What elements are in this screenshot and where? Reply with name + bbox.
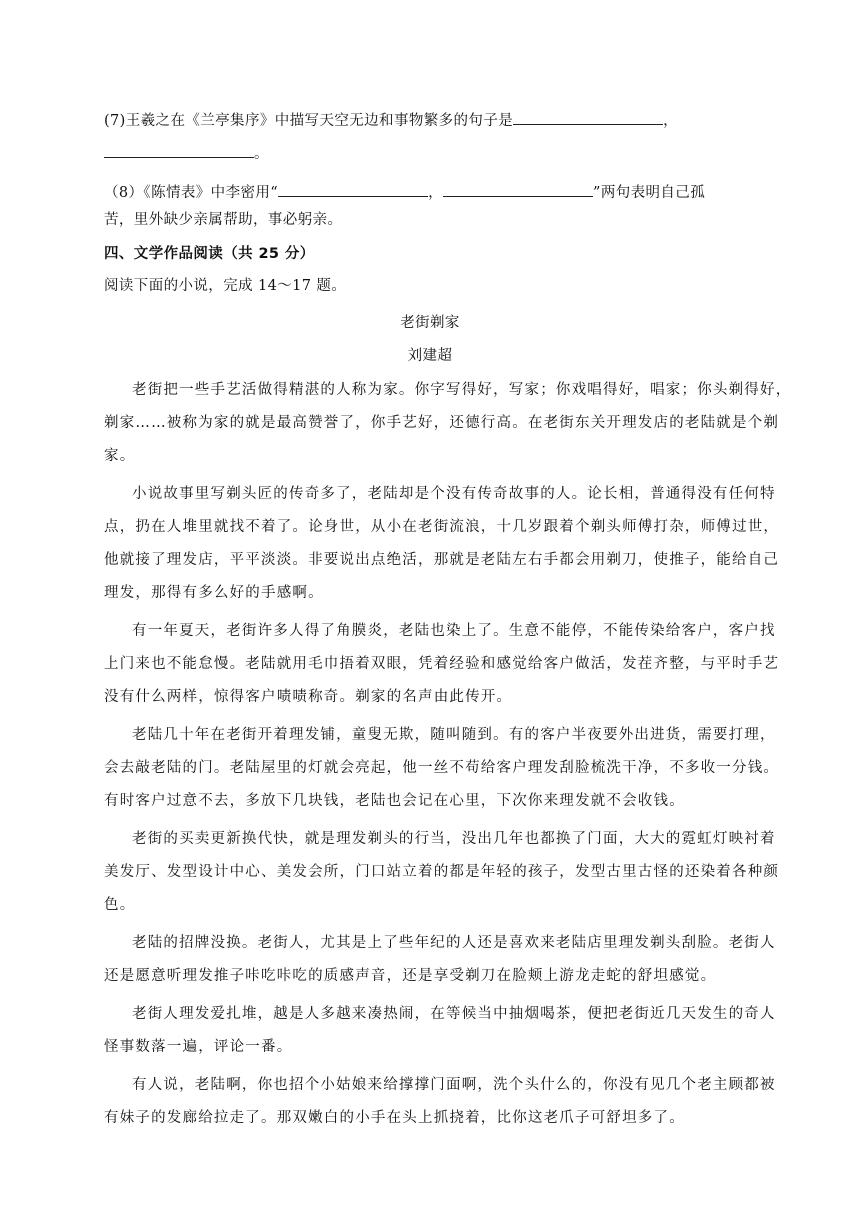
story-line: 他就接了理发店，平平淡淡。非要说出点绝活，那就是老陆左右手都会用剃刀，使推子，能给自己 bbox=[104, 552, 780, 568]
story-author: 刘建超 bbox=[407, 348, 453, 364]
story-line: 有时客户过意不去，多放下几块钱，老陆也会记在心里，下次你来理发就不会收钱。 bbox=[104, 793, 685, 809]
story-line: 老街人理发爱扎堆，越是人多越来凑热闹，在等候当中抽烟喝茶，便把老街近几天发生的奇人 bbox=[132, 1006, 776, 1022]
section-instruction: 阅读下面的小说，完成 14～17 题。 bbox=[104, 278, 347, 294]
story-line: 家。 bbox=[104, 448, 136, 464]
question-8-line-1 bbox=[104, 182, 705, 203]
question-7-line-1 bbox=[104, 110, 678, 131]
story-line: 老陆的招牌没换。老街人，尤其是上了些年纪的人还是喜欢来老陆店里理发剃头刮脸。老街人 bbox=[132, 935, 776, 951]
story-line: 色。 bbox=[104, 897, 136, 913]
story-line: 没有什么两样，惊得客户啧啧称奇。剃家的名声由此传开。 bbox=[104, 689, 513, 705]
story-line: 怪事数落一遍，评论一番。 bbox=[104, 1039, 293, 1055]
question-7-comma: ， bbox=[663, 113, 679, 129]
question-8-line-2: 苦，里外缺少亲属帮助，事必躬亲。 bbox=[104, 212, 343, 228]
story-line: 美发厅、发型设计中心、美发会所，门口站立着的都是年轻的孩子，发型古里古怪的还染着各种颜 bbox=[104, 864, 780, 880]
question-7-blank-2[interactable] bbox=[104, 143, 254, 158]
story-line: 上门来也不能怠慢。老陆就用毛巾捂着双眼，凭着经验和感觉给客户做活，发茬齐整，与平时手艺 bbox=[104, 656, 780, 672]
section-heading: 四、文学作品阅读（共 25 分） bbox=[104, 246, 315, 262]
story-title: 老街剃家 bbox=[400, 315, 460, 331]
story-line: 有一年夏天，老街许多人得了角膜炎，老陆也染上了。生意不能停，不能传染给客户，客户找 bbox=[132, 623, 776, 639]
story-line: 有人说，老陆啊，你也招个小姑娘来给撑撑门面啊，洗个头什么的，你没有见几个老主顾都被 bbox=[132, 1077, 776, 1093]
question-8-text: （8）《陈情表》中李密用“ bbox=[104, 185, 279, 201]
story-line: 老陆几十年在老街开着理发铺，童叟无欺，随叫随到。有的客户半夜要外出进货，需要打理， bbox=[132, 727, 776, 743]
question-7-end: 。 bbox=[254, 146, 269, 162]
question-7-text: (7)王羲之在《兰亭集序》中描写天空无边和事物繁多的句子是 bbox=[104, 113, 514, 129]
question-7-line-2 bbox=[104, 143, 269, 164]
question-8-blank-1[interactable] bbox=[278, 182, 428, 197]
story-line: 剃家……被称为家的就是最高赞誉了，你手艺好，还德行高。在老街东关开理发店的老陆就是个剃 bbox=[104, 415, 780, 431]
story-line: 会去敲老陆的门。老陆屋里的灯就会亮起，他一丝不苟给客户理发刮脸梳洗干净，不多收一分钱。 bbox=[104, 760, 780, 776]
story-line: 老街的买卖更新换代快，就是理发剃头的行当，没出几年也都换了门面，大大的霓虹灯映衬着 bbox=[132, 831, 776, 847]
story-line: 有妹子的发廊给拉走了。那双嫩白的小手在头上抓挠着，比你这老爪子可舒坦多了。 bbox=[104, 1110, 685, 1126]
question-8-end: ”两句表明自己孤 bbox=[593, 185, 706, 201]
story-line: 点，扔在人堆里就找不着了。论身世，从小在老街流浪，十几岁跟着个剃头师傅打杂，师傅过世， bbox=[104, 519, 780, 535]
question-8-blank-2[interactable] bbox=[443, 182, 593, 197]
story-line: 理发，那得有多么好的手感啊。 bbox=[104, 585, 324, 601]
question-7-blank-1[interactable] bbox=[513, 110, 663, 125]
story-line: 老街把一些手艺活做得精湛的人称为家。你字写得好，写家；你戏唱得好，唱家；你头剃得好， bbox=[132, 382, 792, 398]
story-line: 还是愿意听理发推子咔吃咔吃的质感声音，还是享受剃刀在脸颊上游龙走蛇的舒坦感觉。 bbox=[104, 968, 717, 984]
question-8-comma: ， bbox=[428, 185, 443, 201]
story-line: 小说故事里写剃头匠的传奇多了，老陆却是个没有传奇故事的人。论长相，普通得没有任何特 bbox=[132, 486, 776, 502]
